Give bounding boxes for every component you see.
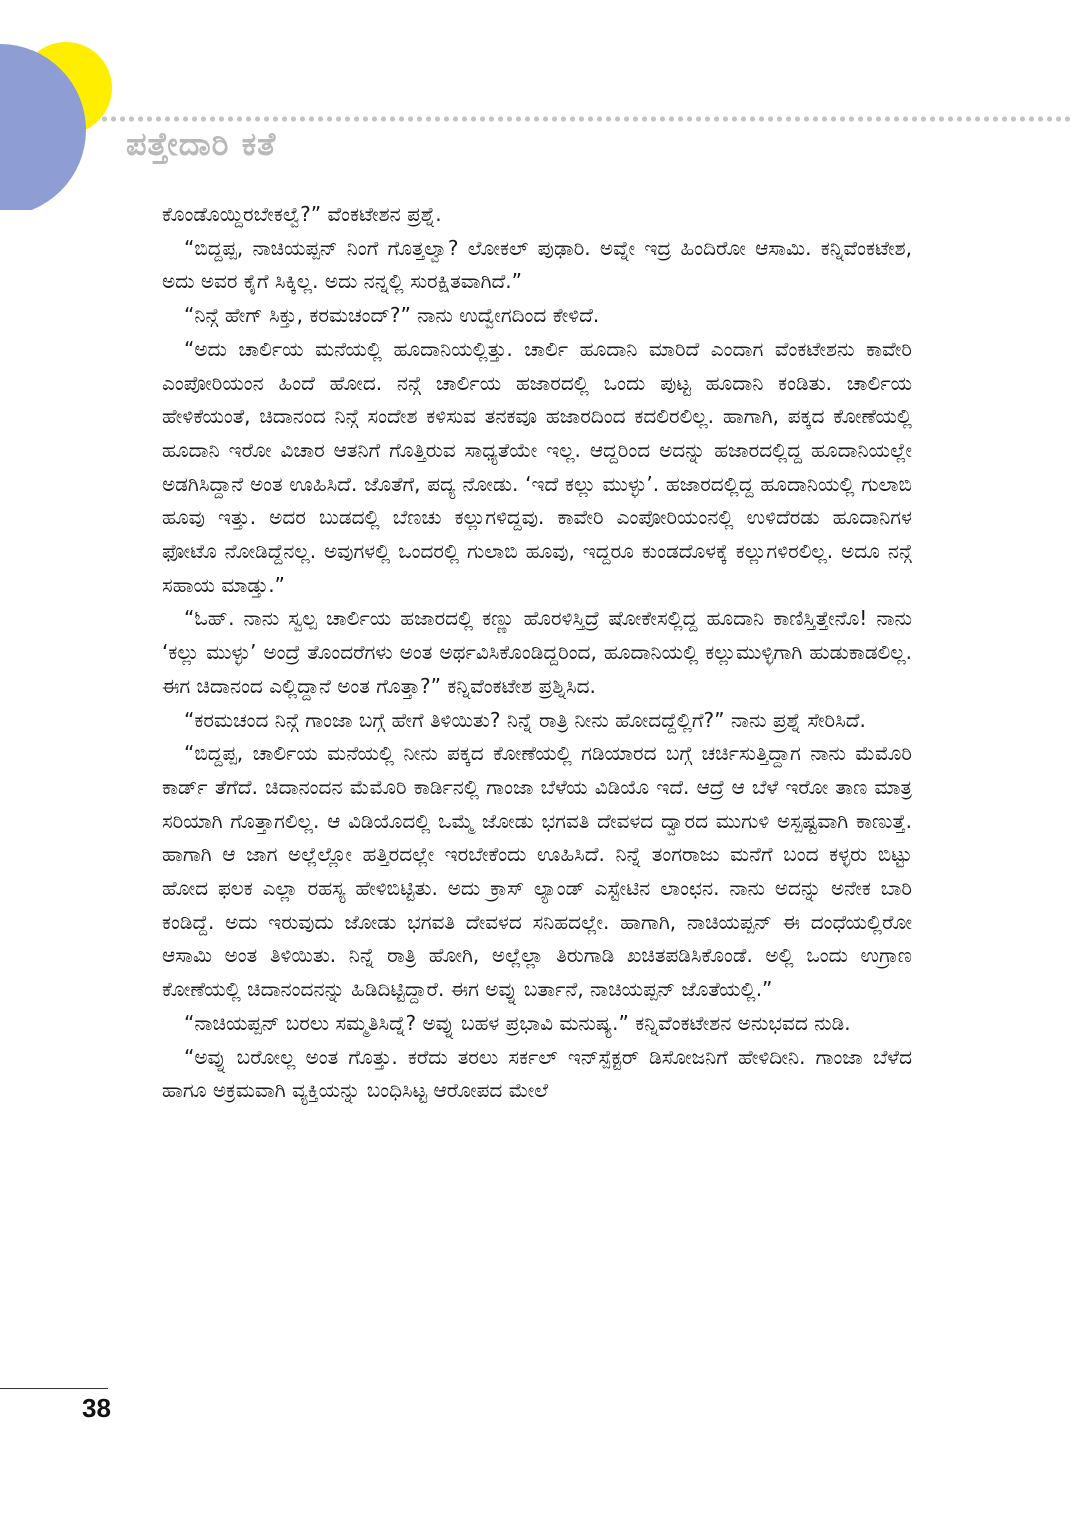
paragraph: “ಓಹ್. ನಾನು ಸ್ವಲ್ಪ ಚಾರ್ಲಿಯ ಹಜಾರದಲ್ಲಿ ಕಣ್ಣು ಹೊರಳಿಸ್ತಿದ್ರೆ ಷೋಕೇಸಲ್ಲಿದ್ದ ಹೂದಾನಿ ಕಾಣಿಸ್ತಿತ್ತೇನೊ! ನಾನು ‘ಕಲ್ಲು ಮುಳ್ಳು’ ಅಂದ್ರೆ ತೊಂದರೆಗಳು ಅಂತ ಅರ್ಥವಿಸಿಕೊಂಡಿದ್ದರಿಂದ, ಹೂದಾನಿಯಲ್ಲಿ ಕಲ್ಲುಮುಳ್ಳಿಗಾಗಿ ಹುಡುಕಾಡಲಿಲ್ಲ. ಈಗ ಚಿದಾನಂದ ಎಲ್ಲಿದ್ದಾನೆ ಅಂತ ಗೊತ್ತಾ?” ಕನ್ನಿವೆಂಕಟೇಶ ಪ್ರಶ್ನಿಸಿದ. [162,606,912,698]
paragraph: “ನಾಚಿಯಪ್ಪನ್ ಬರಲು ಸಮ್ಮತಿಸಿದ್ನೆ? ಅವ್ನು ಬಹಳ ಪ್ರಭಾವಿ ಮನುಷ್ಯ.” ಕನ್ನಿವೆಂಕಟೇಶನ ಅನುಭವದ ನುಡಿ. [184,1010,851,1035]
footer-rule [0,1388,108,1389]
paragraph: “ಅದು ಚಾರ್ಲಿಯ ಮನೆಯಲ್ಲಿ ಹೂದಾನಿಯಲ್ಲಿತ್ತು. ಚಾರ್ಲಿ ಹೂದಾನಿ ಮಾರಿದೆ ಎಂದಾಗ ವೆಂಕಟೇಶನು ಕಾವೇರಿ ಎಂಪೋರಿಯಂನ ಹಿಂದೆ ಹೋದ. ನನ್ಗೆ ಚಾರ್ಲಿಯ ಹಜಾರದಲ್ಲಿ ಒಂದು ಪುಟ್ಟ ಹೂದಾನಿ ಕಂಡಿತು. ಚಾರ್ಲಿಯ ಹೇಳಿಕೆಯಂತೆ, ಚಿದಾನಂದ ನಿನ್ಗೆ ಸಂದೇಶ ಕಳಿಸುವ ತನಕವೂ ಹಜಾರದಿಂದ ಕದಲಿರಲಿಲ್ಲ. ಹಾಗಾಗಿ, ಪಕ್ಕದ ಕೋಣೆಯಲ್ಲಿ ಹೂದಾನಿ ಇರೋ ವಿಚಾರ ಆತನಿಗೆ ಗೊತ್ತಿರುವ ಸಾಧ್ಯತೆಯೇ ಇಲ್ಲ. ಆದ್ದರಿಂದ ಅದನ್ನು ಹಜಾರದಲ್ಲಿದ್ದ ಹೂದಾನಿಯಲ್ಲೇ ಅಡಗಿಸಿದ್ದಾನೆ ಅಂತ ಊಹಿಸಿದೆ. ಜೊತೆಗೆ, ಪದ್ಯ ನೋಡು. ‘ಇದೆ ಕಲ್ಲು ಮುಳ್ಳು’. ಹಜಾರದಲ್ಲಿದ್ದ ಹೂದಾನಿಯಲ್ಲಿ ಗುಲಾಬಿ ಹೂವು ಇತ್ತು. ಅದರ ಬುಡದಲ್ಲಿ ಬೆಣಚು ಕಲ್ಲುಗಳಿದ್ದವು. ಕಾವೇರಿ ಎಂಪೋರಿಯಂನಲ್ಲಿ ಉಳಿದೆರಡು ಹೂದಾನಿಗಳ ಫೋಟೊ ನೋಡಿದ್ದೆನಲ್ಲ. ಅವುಗಳಲ್ಲಿ ಒಂದರಲ್ಲಿ ಗುಲಾಬಿ ಹೂವು, ಇದ್ದರೂ ಕುಂಡದೊಳಕ್ಕೆ ಕಲ್ಲುಗಳಿರಲಿಲ್ಲ. ಅದೂ ನನ್ಗೆ ಸಹಾಯ ಮಾಡ್ತು.” [162,336,912,597]
paragraph: “ಬಿದ್ದಪ್ಪ, ಚಾರ್ಲಿಯ ಮನೆಯಲ್ಲಿ ನೀನು ಪಕ್ಕದ ಕೋಣೆಯಲ್ಲಿ ಗಡಿಯಾರದ ಬಗ್ಗೆ ಚರ್ಚಿಸುತ್ತಿದ್ದಾಗ ನಾನು ಮೆಮೊರಿ ಕಾರ್ಡ್ ತೆಗೆದೆ. ಚಿದಾನಂದನ ಮೆಮೊರಿ ಕಾರ್ಡಿನಲ್ಲಿ ಗಾಂಜಾ ಬೆಳೆಯ ವಿಡಿಯೊ ಇದೆ. ಆದ್ರೆ ಆ ಬೆಳೆ ಇರೋ ತಾಣ ಮಾತ್ರ ಸರಿಯಾಗಿ ಗೊತ್ತಾಗಲಿಲ್ಲ. ಆ ವಿಡಿಯೊದಲ್ಲಿ ಒಮ್ಮೆ ಜೋಡು ಭಗವತಿ ದೇವಳದ ದ್ವಾರದ ಮುಗುಳಿ ಅಸ್ಪಷ್ಟವಾಗಿ ಕಾಣುತ್ತೆ. ಹಾಗಾಗಿ ಆ ಜಾಗ ಅಲ್ಲೆಲ್ಲೋ ಹತ್ತಿರದಲ್ಲೇ ಇರಬೇಕೆಂದು ಊಹಿಸಿದೆ. ನಿನ್ನೆ ತಂಗರಾಜು ಮನೆಗೆ ಬಂದ ಕಳ್ಳರು ಬಿಟ್ಟು ಹೋದ ಫಲಕ ಎಲ್ಲಾ ರಹಸ್ಯ ಹೇಳಿಬಿಟ್ಟಿತು. ಅದು ಕ್ರಾಸ್ ಲ್ಯಾಂಡ್ ಎಸ್ಟೇಟಿನ ಲಾಂಛನ. ನಾನು ಅದನ್ನು ಅನೇಕ ಬಾರಿ ಕಂಡಿದ್ದೆ. ಅದು ಇರುವುದು ಜೋಡು ಭಗವತಿ ದೇವಳದ ಸನಿಹದಲ್ಲೇ. ಹಾಗಾಗಿ, ನಾಚಿಯಪ್ಪನ್ ಈ ದಂಧೆಯಲ್ಲಿರೋ ಆಸಾಮಿ ಅಂತ ತಿಳಿಯಿತು. ನಿನ್ನೆ ರಾತ್ರಿ ಹೋಗಿ, ಅಲ್ಲೆಲ್ಲಾ ತಿರುಗಾಡಿ ಖಚಿತಪಡಿಸಿಕೊಂಡೆ. ಅಲ್ಲಿ ಒಂದು ಉಗ್ರಾಣ ಕೋಣೆಯಲ್ಲಿ ಚಿದಾನಂದನನ್ನು ಹಿಡಿದಿಟ್ಟಿದ್ದಾರೆ. ಈಗ ಅವ್ನು ಬರ್ತಾನೆ, ನಾಚಿಯಪ್ಪನ್ ಜೊತೆಯಲ್ಲಿ.” [162,741,912,1002]
paragraph: “ಬಿದ್ದಪ್ಪ, ನಾಚಿಯಪ್ಪನ್ ನಿಂಗೆ ಗೊತ್ತಲ್ವಾ? ಲೋಕಲ್ ಪುಢಾರಿ. ಅವ್ನೇ ಇದ್ರ ಹಿಂದಿರೋ ಆಸಾಮಿ. ಕನ್ನಿವೆಂಕಟೇಶ, ಅದು ಅವರ ಕೈಗೆ ಸಿಕ್ಕಿಲ್ಲ. ಅದು ನನ್ನಲ್ಲಿ ಸುರಕ್ಷಿತವಾಗಿದೆ.” [162,235,912,294]
paragraph: “ಕರಮಚಂದ ನಿನ್ಗೆ ಗಾಂಜಾ ಬಗ್ಗೆ ಹೇಗೆ ತಿಳಿಯಿತು? ನಿನ್ನೆ ರಾತ್ರಿ ನೀನು ಹೋದದ್ದೆಲ್ಲಿಗೆ?” ನಾನು ಪ್ರಶ್ನೆ ಸೇರಿಸಿದೆ. [184,707,866,732]
corner-decoration [0,0,140,210]
paragraph: “ನಿನ್ಗೆ ಹೇಗ್ ಸಿಕ್ತು, ಕರಮಚಂದ್?” ನಾನು ಉದ್ವೇಗದಿಂದ ಕೇಳಿದೆ. [184,303,600,328]
paragraph: ಕೊಂಡೊಯ್ದಿರಬೇಕಲ್ವೆ?” ವೆಂಕಟೇಶನ ಪ್ರಶ್ನೆ. [162,202,442,226]
page-number: 38 [82,1393,111,1423]
section-title: ಪತ್ತೇದಾರಿ ಕತೆ [126,125,277,163]
story-body [162,198,912,1108]
paragraph: “ಅವ್ನು ಬರೋಲ್ಲ ಅಂತ ಗೊತ್ತು. ಕರೆದು ತರಲು ಸರ್ಕಲ್ ಇನ್‌ಸ್ಪೆಕ್ಟರ್ ಡಿಸೋಜನಿಗೆ ಹೇಳಿದೀನಿ. ಗಾಂಜಾ ಬೆಳೆದ ಹಾಗೂ ಅಕ್ರಮವಾಗಿ ವ್ಯಕ್ತಿಯನ್ನು ಬಂಧಿಸಿಟ್ಟ ಆರೋಪದ ಮೇಲೆ [162,1044,912,1103]
dotted-divider [100,114,1072,124]
